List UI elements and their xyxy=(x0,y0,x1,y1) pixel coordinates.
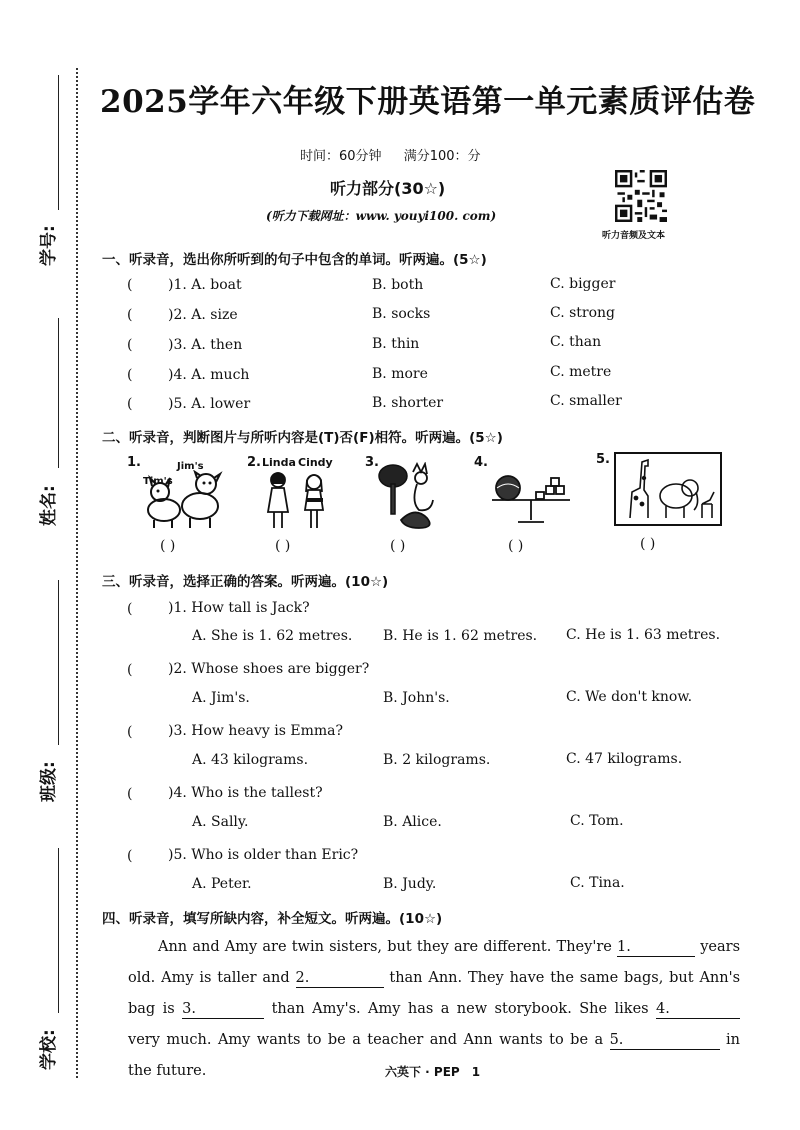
section4-heading: 四、听录音，填写所缺内容，补全短文。听两遍。(10☆) xyxy=(102,911,443,927)
option-b: B. 2 kilograms. xyxy=(383,752,491,768)
name-label: 姓名: xyxy=(39,485,59,526)
passage-text: Ann and Amy are twin sisters, but they are different. They're xyxy=(158,939,612,955)
picture-number: 2. xyxy=(247,455,261,470)
question: )2. Whose shoes are bigger? xyxy=(168,661,370,677)
option-c: C. 47 kilograms. xyxy=(566,751,683,767)
question: )1. How tall is Jack? xyxy=(168,600,310,616)
fill-blank[interactable] xyxy=(182,1000,264,1019)
blank-number: 3. xyxy=(182,1001,196,1017)
option-a: A. She is 1. 62 metres. xyxy=(192,628,353,644)
passage-text: years old. Amy is taller and xyxy=(128,939,741,986)
name-field xyxy=(22,318,66,538)
option-b: B. socks xyxy=(372,306,431,322)
option-b: B. both xyxy=(372,277,424,293)
two-girls-picture xyxy=(258,470,338,530)
answer-paren[interactable]: ( xyxy=(127,601,133,617)
section3-heading: 三、听录音，选择正确的答案。听两遍。(10☆) xyxy=(102,574,389,590)
exam-meta xyxy=(300,145,499,164)
option-a: A. Jim's. xyxy=(192,690,250,706)
section2-heading: 二、听录音，判断图片与所听内容是(T)否(F)相符。听两遍。(5☆) xyxy=(102,430,503,446)
binding-sidebar xyxy=(0,0,88,1130)
answer-paren[interactable]: ( xyxy=(127,396,133,412)
answer-paren[interactable]: ( xyxy=(127,337,133,353)
school-field xyxy=(22,848,66,1078)
zoo-animals-picture xyxy=(614,452,722,526)
passage-text: than Amy's. Amy has a new storybook. She likes xyxy=(271,1001,649,1017)
fill-blank[interactable] xyxy=(610,1031,720,1050)
option-a: )5. A. lower xyxy=(168,396,251,412)
answer-paren[interactable]: ( ) xyxy=(390,538,406,554)
listening-part-title: 听力部分(30☆) xyxy=(330,179,446,198)
qr-code-icon[interactable] xyxy=(615,170,667,222)
school-line[interactable] xyxy=(58,848,59,1013)
class-field xyxy=(22,580,66,810)
school-label: 学校: xyxy=(39,1029,59,1070)
answer-paren[interactable]: ( xyxy=(127,786,133,802)
option-c: C. smaller xyxy=(550,393,622,409)
picture-number: 4. xyxy=(474,455,488,470)
option-c: C. strong xyxy=(550,305,616,321)
option-a: A. Peter. xyxy=(192,876,252,892)
name-line[interactable] xyxy=(58,318,59,468)
option-b: B. John's. xyxy=(383,690,450,706)
picture-label: Cindy xyxy=(298,456,333,469)
picture-label: Jim's xyxy=(177,461,204,472)
answer-paren[interactable]: ( ) xyxy=(275,538,291,554)
option-a: A. Sally. xyxy=(192,814,249,830)
option-b: B. Alice. xyxy=(383,814,442,830)
picture-label: Linda xyxy=(262,456,296,469)
option-a: )3. A. then xyxy=(168,337,243,353)
answer-paren[interactable]: ( xyxy=(127,307,133,323)
picture-label: Tim's xyxy=(143,476,173,487)
blank-number: 4. xyxy=(656,1001,670,1017)
section1-heading: 一、听录音，选出你所听到的句子中包含的单词。听两遍。(5☆) xyxy=(102,252,487,268)
exam-full-score: 满分100：分 xyxy=(403,149,481,164)
answer-paren[interactable]: ( xyxy=(127,662,133,678)
question: )3. How heavy is Emma? xyxy=(168,723,343,739)
student-no-line[interactable] xyxy=(58,75,59,210)
answer-paren[interactable]: ( ) xyxy=(508,538,524,554)
picture-number: 1. xyxy=(127,455,141,470)
blank-number: 1. xyxy=(617,939,631,955)
blank-number: 5. xyxy=(609,1032,624,1048)
page-title: 2025学年六年级下册英语第一单元素质评估卷 xyxy=(100,84,756,120)
answer-paren[interactable]: ( ) xyxy=(160,538,176,554)
question: )5. Who is older than Eric? xyxy=(168,847,359,863)
passage-text: very much. Amy wants to be a teacher and Ann wants to be a xyxy=(128,1032,604,1048)
option-a: )2. A. size xyxy=(168,307,238,323)
option-c: C. bigger xyxy=(550,276,616,292)
option-c: C. metre xyxy=(550,364,612,380)
two-dogs-picture xyxy=(140,470,230,530)
balance-scale-picture xyxy=(488,470,574,526)
cut-line xyxy=(76,68,78,1078)
option-c: C. Tom. xyxy=(570,813,624,829)
answer-paren[interactable]: ( ) xyxy=(640,536,656,552)
option-b: B. shorter xyxy=(372,395,444,411)
option-a: )4. A. much xyxy=(168,367,250,383)
fill-blank[interactable] xyxy=(617,938,695,957)
student-no-field xyxy=(22,70,66,270)
picture-number: 3. xyxy=(365,455,379,470)
download-url: (听力下载网址：www. youyi100. com) xyxy=(266,209,497,223)
passage-text: than Ann. They have the same bags, but Ann's bag is xyxy=(128,970,741,1017)
class-label: 班级: xyxy=(39,761,59,802)
option-a: A. 43 kilograms. xyxy=(192,752,309,768)
option-b: B. Judy. xyxy=(383,876,437,892)
page-footer: 六英下 · PEP 1 xyxy=(385,1065,481,1079)
blank-number: 2. xyxy=(295,970,310,986)
option-b: B. more xyxy=(372,366,428,382)
answer-paren[interactable]: ( xyxy=(127,277,133,293)
option-c: C. We don't know. xyxy=(566,689,693,705)
fill-blank[interactable] xyxy=(296,969,384,988)
option-b: B. thin xyxy=(372,336,420,352)
student-no-label: 学号: xyxy=(39,225,59,266)
option-c: C. He is 1. 63 metres. xyxy=(566,627,721,643)
class-line[interactable] xyxy=(58,580,59,745)
option-c: C. than xyxy=(550,334,602,350)
answer-paren[interactable]: ( xyxy=(127,848,133,864)
option-a: )1. A. boat xyxy=(168,277,242,293)
picture-number: 5. xyxy=(596,452,610,467)
fill-blank[interactable] xyxy=(656,1000,740,1019)
option-b: B. He is 1. 62 metres. xyxy=(383,628,538,644)
animals-tree-picture xyxy=(375,462,455,532)
qr-caption: 听力音频及文本 xyxy=(602,231,666,241)
answer-paren[interactable]: ( xyxy=(127,724,133,740)
answer-paren[interactable]: ( xyxy=(127,367,133,383)
passage-text: in the future. xyxy=(128,1032,741,1079)
option-c: C. Tina. xyxy=(570,875,625,891)
question: )4. Who is the tallest? xyxy=(168,785,323,801)
exam-time: 时间：60分钟 xyxy=(300,149,382,164)
